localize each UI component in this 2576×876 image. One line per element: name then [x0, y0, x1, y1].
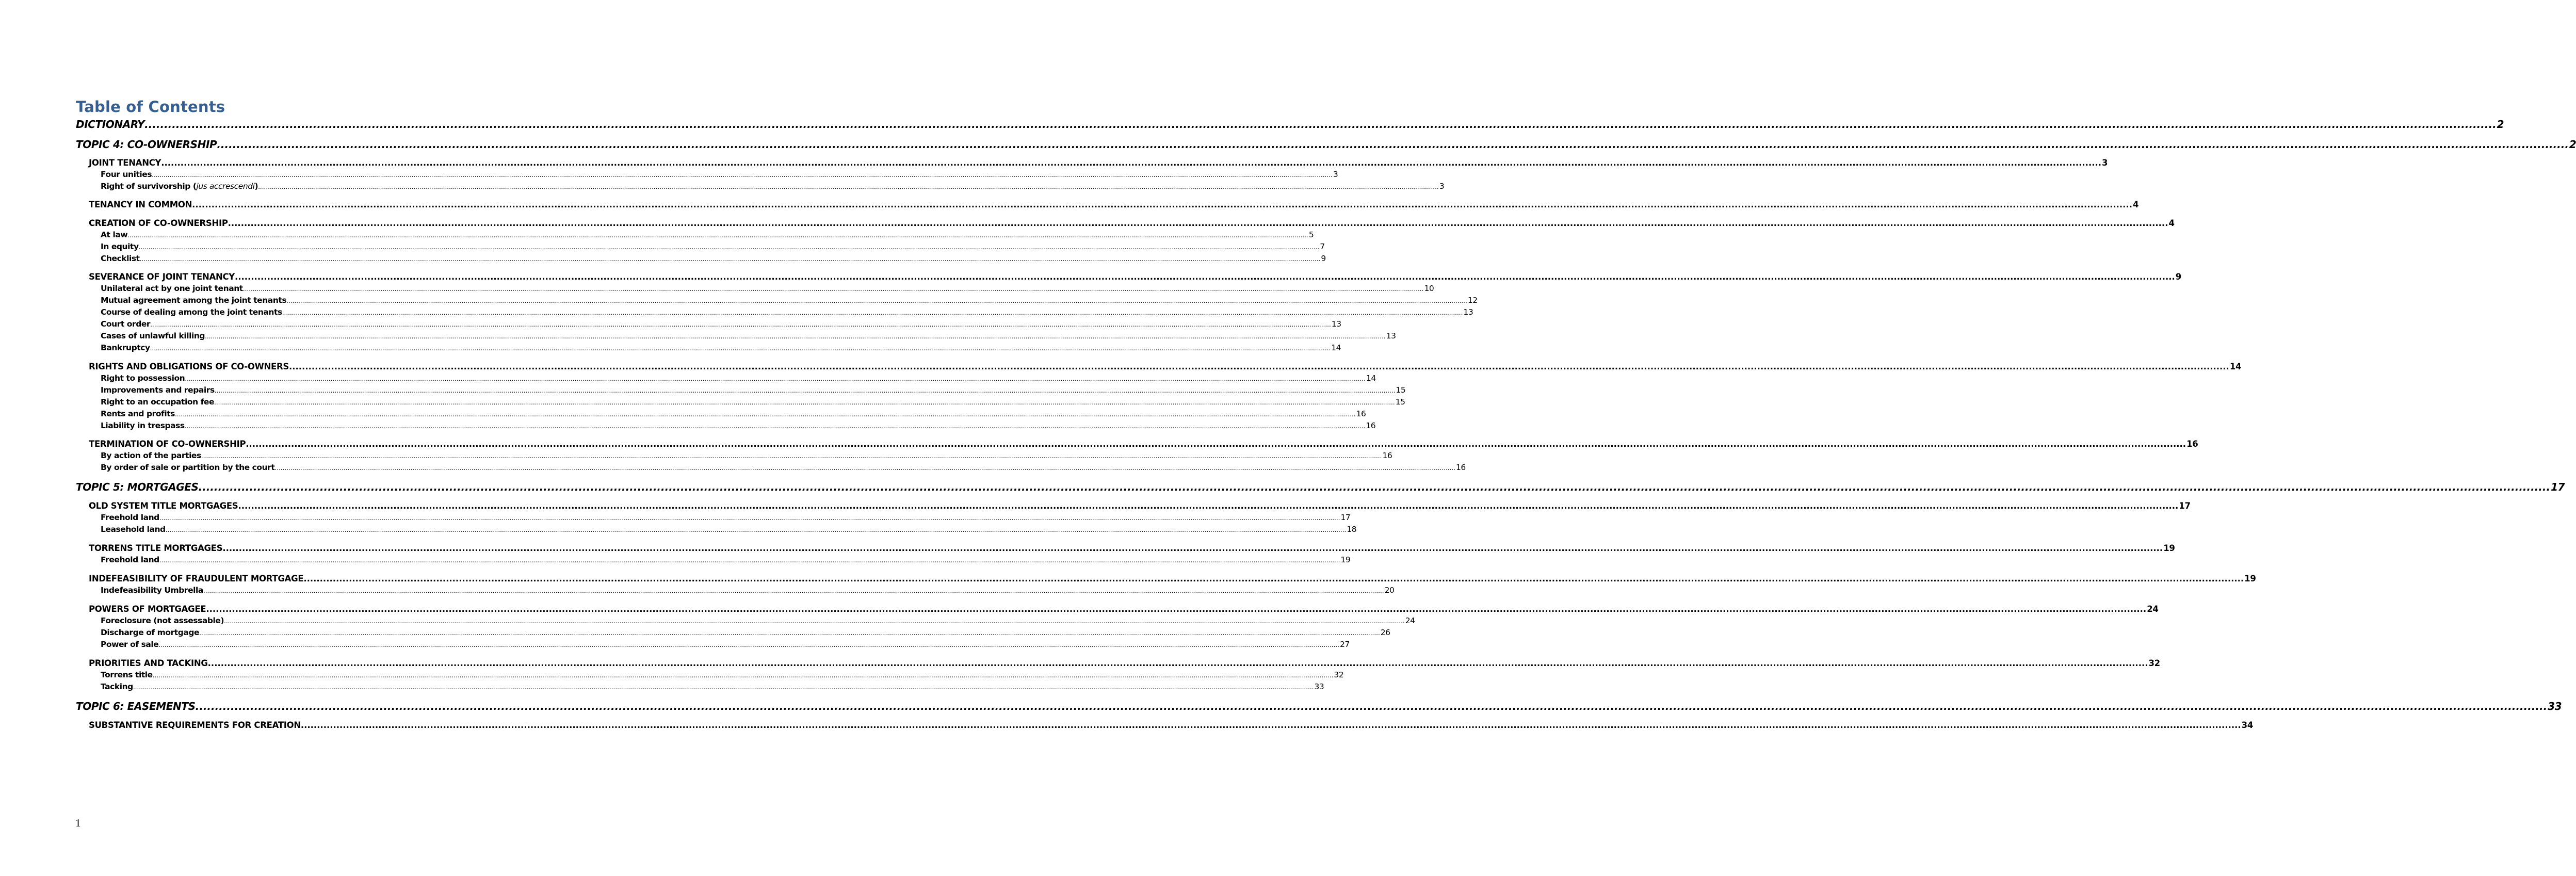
toc-dot-leader: ........................................................................................................................................................................................................................................................................................................................................................................................................................................................................................................................................................................................................................	[198, 481, 2551, 493]
toc-entry-page-number: 26	[1380, 628, 1390, 637]
toc-dot-leader: ........................................................................................................................................................................................................................................................................................................................................................................................................................................................................................................................................................................................................................	[199, 629, 1380, 637]
toc-entry-label: By action of the parties	[101, 451, 201, 460]
toc-entry-level-3[interactable]	[101, 640, 1350, 649]
toc-entry-level-3[interactable]	[101, 397, 1405, 407]
toc-entry-page-number: 17	[2551, 481, 2565, 493]
toc-entry-page-number: 34	[2241, 720, 2254, 730]
toc-entry-level-3[interactable]	[101, 451, 1392, 460]
toc-dot-leader: ........................................................................................................................................................................................................................................................................................................................................................................................................................................................................................................................................................................................................................	[203, 587, 1384, 594]
toc-entry-label: TORRENS TITLE MORTGAGES	[89, 543, 223, 553]
toc-entry-label: Right to possession	[101, 374, 185, 383]
toc-entry-page-number: 4	[2168, 218, 2175, 228]
toc-entry-label: POWERS OF MORTGAGEE	[89, 604, 206, 614]
toc-entry-label: Right to an occupation fee	[101, 397, 215, 407]
toc-entry-label: TOPIC 5: MORTGAGES	[76, 481, 199, 493]
toc-entry-page-number: 10	[1424, 284, 1434, 293]
toc-dot-leader: ........................................................................................................................................................................................................................................................................................................................................................................................................................................................................................................................................................................................................................	[214, 399, 1395, 406]
toc-entry-label	[101, 182, 258, 191]
toc-dot-leader: ........................................................................................................................................................................................................................................................................................................................................................................................................................................................................................................................................................................................................................	[138, 244, 1320, 251]
toc-entry-level-2[interactable]	[89, 543, 2175, 553]
toc-entry-level-3[interactable]	[101, 230, 1314, 239]
toc-entry-page-number: 12	[1467, 296, 1478, 305]
toc-dot-leader: ........................................................................................................................................................................................................................................................................................................................................................................................................................................................................................................................................................................................................................	[152, 672, 1334, 679]
toc-dot-leader: ........................................................................................................................................................................................................................................................................................................................................................................................................................................................................................................................................................................................................................	[158, 641, 1340, 648]
toc-entry-page-number: 3	[1439, 182, 1445, 191]
toc-entry-page-number: 24	[1405, 616, 1415, 625]
toc-entry-label-part: )	[254, 182, 258, 191]
toc-dot-leader: ........................................................................................................................................................................................................................................................................................................................................................................................................................................................................................................................................................................................................................	[165, 526, 1347, 533]
toc-dot-leader: ........................................................................................................................................................................................................................................................................................................................................................................................................................................................................................................................................................................................................................	[258, 183, 1439, 190]
toc-entry-level-2[interactable]	[89, 362, 2242, 371]
toc-entry-label: Torrens title	[101, 670, 153, 679]
toc-dot-leader: ........................................................................................................................................................................................................................................................................................................................................................................................................................................................................................................................................................................................................................	[159, 557, 1340, 564]
toc-entry-label: Rents and profits	[101, 409, 175, 418]
toc-entry-label: SEVERANCE OF JOINT TENANCY	[89, 272, 235, 282]
toc-entry-level-3[interactable]	[101, 421, 1376, 430]
toc-entry-level-2[interactable]	[89, 658, 2160, 668]
toc-entry-level-3[interactable]	[101, 555, 1351, 564]
toc-dot-leader: ........................................................................................................................................................................................................................................................................................................................................................................................................................................................................................................................................................................................................................	[195, 700, 2548, 712]
toc-dot-leader: ........................................................................................................................................................................................................................................................................................................................................................................................................................................................................................................................................................................................................................	[201, 452, 1382, 460]
toc-dot-leader: ........................................................................................................................................................................................................................................................................................................................................................................................................................................................................................................................................................................................................................	[139, 255, 1321, 263]
toc-entry-page-number: 15	[1396, 385, 1406, 395]
toc-dot-leader: ........................................................................................................................................................................................................................................................................................................................................................................................................................................................................................................................................................................................................................	[206, 604, 2147, 614]
toc-dot-leader: ........................................................................................................................................................................................................................................................................................................................................................................................................................................................................................................................................................................................................................	[288, 362, 2229, 371]
toc-entry-level-3[interactable]	[101, 513, 1351, 522]
toc-entry-label: DICTIONARY	[76, 118, 145, 131]
toc-dot-leader: ........................................................................................................................................................................................................................................................................................................................................................................................................................................................................................................................................................................................................................	[222, 543, 2163, 553]
toc-entry-label: TOPIC 4: CO-OWNERSHIP	[76, 138, 217, 151]
toc-entry-page-number: 32	[2148, 658, 2160, 668]
toc-entry-label: Freehold land	[101, 513, 159, 522]
toc-entry-level-3[interactable]	[101, 616, 1415, 625]
toc-entry-page-number: 16	[1382, 451, 1392, 460]
toc-entry-level-1[interactable]	[76, 481, 2565, 493]
toc-entry-level-2[interactable]	[89, 158, 2108, 168]
toc-entry-label: In equity	[101, 242, 139, 251]
toc-entry-level-2[interactable]	[89, 574, 2256, 583]
toc-entry-level-3[interactable]	[101, 284, 1434, 293]
toc-entry-page-number: 14	[1331, 343, 1341, 352]
page-number: 1	[75, 817, 81, 829]
toc-entry-level-1[interactable]	[76, 700, 2562, 712]
toc-entry-page-number: 4	[2132, 200, 2139, 209]
toc-dot-leader: ........................................................................................................................................................................................................................................................................................................................................................................................................................................................................................................................................................................................................................	[214, 387, 1396, 394]
toc-entry-label: At law	[101, 230, 128, 239]
toc-entry-level-3[interactable]	[101, 296, 1478, 305]
toc-entry-label: Discharge of mortgage	[101, 628, 200, 637]
toc-dot-leader: ........................................................................................................................................................................................................................................................................................................................................................................................................................................................................................................................................................................................................................	[246, 439, 2186, 449]
toc-dot-leader: ........................................................................................................................................................................................................................................................................................................................................................................................................................................................................................................................................................................................................................	[282, 309, 1463, 316]
toc-entry-label-italic: jus accrescendi	[196, 182, 255, 191]
toc-entry-level-3[interactable]	[101, 242, 1325, 251]
toc-entry-page-number: 13	[1463, 307, 1473, 317]
toc-entry-level-2[interactable]	[89, 272, 2181, 282]
toc-dot-leader: ........................................................................................................................................................................................................................................................................................................................................................................................................................................................................................................................................................................................................................	[228, 218, 2168, 228]
toc-entry-page-number: 16	[1356, 409, 1366, 418]
toc-entry-level-1[interactable]	[76, 138, 2576, 151]
toc-entry-label: Freehold land	[101, 555, 159, 564]
toc-entry-page-number: 33	[2548, 700, 2562, 712]
toc-entry-page-number: 7	[1320, 242, 1325, 251]
toc-entry-label: TERMINATION OF CO-OWNERSHIP	[89, 439, 246, 449]
toc-entry-label: OLD SYSTEM TITLE MORTGAGES	[89, 501, 238, 511]
toc-entry-page-number: 18	[1347, 525, 1357, 534]
toc-entry-label-part: Right of survivorship (	[101, 182, 197, 191]
toc-dot-leader: ........................................................................................................................................................................................................................................................................................................................................................................................................................................................................................................................................................................................................................	[192, 200, 2132, 209]
toc-entry-label: CREATION OF CO-OWNERSHIP	[89, 218, 228, 228]
toc-entry-label: Mutual agreement among the joint tenants	[101, 296, 287, 305]
toc-entry-level-3[interactable]	[101, 628, 1390, 637]
toc-entry-page-number: 24	[2147, 604, 2159, 614]
toc-dot-leader: ........................................................................................................................................................................................................................................................................................................................................................................................................................................................................................................................................................................................................................	[150, 321, 1331, 328]
toc-entry-page-number: 3	[2102, 158, 2108, 168]
toc-entry-label: Indefeasibility Umbrella	[101, 586, 203, 595]
toc-entry-page-number: 14	[2229, 362, 2242, 371]
toc-entry-page-number: 16	[1456, 463, 1466, 472]
toc-entry-level-3[interactable]	[101, 374, 1376, 383]
toc-entry-page-number: 33	[1314, 682, 1324, 691]
toc-entry-label: INDEFEASIBILITY OF FRAUDULENT MORTGAGE	[89, 574, 304, 583]
toc-entry-page-number: 19	[1340, 555, 1351, 564]
toc-entry-level-2[interactable]	[89, 218, 2175, 228]
toc-entry-page-number: 17	[1340, 513, 1351, 522]
toc-entry-label: Course of dealing among the joint tenants	[101, 307, 282, 317]
toc-entry-page-number: 16	[2186, 439, 2198, 449]
toc-entry-level-3[interactable]	[101, 319, 1341, 329]
toc-dot-leader: ........................................................................................................................................................................................................................................................................................................................................................................................................................................................................................................................................................................................................................	[205, 333, 1386, 340]
toc-dot-leader: ........................................................................................................................................................................................................................................................................................................................................................................................................................................................................................................................................................................................................................	[127, 232, 1308, 239]
toc-title: Table of Contents	[76, 98, 225, 116]
toc-entry-page-number: 5	[1308, 230, 1314, 239]
toc-entry-label: PRIORITIES AND TACKING	[89, 658, 208, 668]
toc-entry-label: Liability in trespass	[101, 421, 185, 430]
toc-entry-level-2[interactable]	[89, 200, 2139, 209]
toc-dot-leader: ........................................................................................................................................................................................................................................................................................................................................................................................................................................................................................................................................................................................................................	[184, 423, 1366, 430]
toc-dot-leader: ........................................................................................................................................................................................................................................................................................................................................................................................................................................................................................................................................................................................................................	[300, 720, 2241, 730]
toc-entry-page-number: 2	[2569, 138, 2576, 151]
toc-dot-leader: ........................................................................................................................................................................................................................................................................................................................................................................................................................................................................................................................................................................................................................	[144, 118, 2497, 131]
toc-dot-leader: ........................................................................................................................................................................................................................................................................................................................................................................................................................................................................................................................................................................................................................	[152, 171, 1333, 179]
toc-entry-level-3[interactable]	[101, 331, 1396, 340]
toc-entry-label: Unilateral act by one joint tenant	[101, 284, 243, 293]
toc-entry-page-number: 2	[2497, 118, 2504, 131]
toc-entry-page-number: 13	[1386, 331, 1396, 340]
toc-entry-page-number: 17	[2179, 501, 2191, 511]
toc-dot-leader: ........................................................................................................................................................................................................................................................................................................................................................................................................................................................................................................................................................................................................................	[185, 375, 1366, 382]
toc-entry-label: Bankruptcy	[101, 343, 150, 352]
toc-entry-label: Four unities	[101, 170, 152, 179]
toc-entry-level-3[interactable]	[101, 670, 1344, 679]
toc-dot-leader: ........................................................................................................................................................................................................................................................................................................................................................................................................................................................................................................................................................................................................................	[286, 297, 1467, 304]
toc-entry-page-number: 15	[1395, 397, 1405, 407]
toc-entry-label: By order of sale or partition by the court	[101, 463, 275, 472]
toc-dot-leader: ........................................................................................................................................................................................................................................................................................................................................................................................................................................................................................................................................................................................................................	[161, 158, 2102, 168]
toc-entry-page-number: 3	[1333, 170, 1338, 179]
toc-entry-page-number: 19	[2163, 543, 2175, 553]
toc-entry-page-number: 13	[1331, 319, 1341, 329]
toc-entry-label: JOINT TENANCY	[89, 158, 161, 168]
toc-dot-leader: ........................................................................................................................................................................................................................................................................................................................................................................................................................................................................................................................................................................................................................	[242, 285, 1424, 293]
toc-entry-level-3[interactable]	[101, 525, 1357, 534]
toc-dot-leader: ........................................................................................................................................................................................................................................................................................................................................................................................................................................................................................................................................................................................................................	[303, 574, 2244, 583]
toc-entry-level-1[interactable]	[76, 118, 2504, 131]
toc-entry-level-3[interactable]	[101, 463, 1466, 472]
toc-entry-level-3[interactable]	[101, 307, 1473, 317]
toc-entry-label: Tacking	[101, 682, 133, 691]
toc-entry-page-number: 20	[1384, 586, 1395, 595]
toc-entry-label: Leasehold land	[101, 525, 166, 534]
toc-entry-label: Court order	[101, 319, 151, 329]
toc-entry-level-2[interactable]	[89, 604, 2159, 614]
toc-entry-level-3[interactable]	[101, 343, 1341, 352]
toc-dot-leader: ........................................................................................................................................................................................................................................................................................................................................................................................................................................................................................................................................................................................................................	[238, 501, 2179, 511]
toc-dot-leader: ........................................................................................................................................................................................................................................................................................................................................................................................................................................................................................................................................................................................................................	[133, 684, 1314, 691]
toc-entry-label: RIGHTS AND OBLIGATIONS OF CO-OWNERS	[89, 362, 289, 371]
toc-entry-page-number: 14	[1366, 374, 1376, 383]
toc-entry-level-3[interactable]	[101, 170, 1338, 179]
toc-entry-level-3[interactable]	[101, 586, 1395, 595]
toc-entry-label: Checklist	[101, 254, 140, 263]
toc-dot-leader: ........................................................................................................................................................................................................................................................................................................................................................................................................................................................................................................................................................................................................................	[174, 411, 1356, 418]
toc-entry-page-number: 27	[1340, 640, 1350, 649]
toc-dot-leader: ........................................................................................................................................................................................................................................................................................................................................................................................................................................................................................................................................................................................................................	[159, 514, 1340, 522]
toc-entry-label: Power of sale	[101, 640, 159, 649]
toc-entry-label: SUBSTANTIVE REQUIREMENTS FOR CREATION	[89, 720, 301, 730]
toc-entry-label: Cases of unlawful killing	[101, 331, 205, 340]
toc-entry-level-3[interactable]	[101, 409, 1366, 418]
toc-entry-page-number: 19	[2244, 574, 2256, 583]
toc-entry-label: TOPIC 6: EASEMENTS	[76, 700, 196, 712]
toc-dot-leader: ........................................................................................................................................................................................................................................................................................................................................................................................................................................................................................................................................................................................................................	[207, 658, 2148, 668]
toc-entry-label: Improvements and repairs	[101, 385, 215, 395]
toc-entry-level-2[interactable]	[89, 439, 2198, 449]
toc-entry-level-2[interactable]	[89, 501, 2191, 511]
toc-entry-page-number: 9	[1321, 254, 1326, 263]
toc-entry-level-3[interactable]	[101, 682, 1324, 691]
toc-entry-label: Foreclosure (not assessable)	[101, 616, 224, 625]
toc-entry-level-3[interactable]	[101, 385, 1406, 395]
toc-dot-leader: ........................................................................................................................................................................................................................................................................................................................................................................................................................................................................................................................................................................................................................	[217, 138, 2569, 151]
toc-dot-leader: ........................................................................................................................................................................................................................................................................................................................................................................................................................................................................................................................................................................................................................	[150, 345, 1331, 352]
toc-entry-page-number: 32	[1334, 670, 1344, 679]
toc-entry-page-number: 16	[1366, 421, 1376, 430]
toc-entry-label: TENANCY IN COMMON	[89, 200, 192, 209]
toc-entry-level-3[interactable]	[101, 182, 1445, 191]
toc-dot-leader: ........................................................................................................................................................................................................................................................................................................................................................................................................................................................................................................................................................................................................................	[224, 618, 1405, 625]
toc-entry-level-2[interactable]	[89, 720, 2254, 730]
toc-entry-level-3[interactable]	[101, 254, 1326, 263]
toc-dot-leader: ........................................................................................................................................................................................................................................................................................................................................................................................................................................................................................................................................................................................................................	[234, 272, 2175, 282]
toc-dot-leader: ........................................................................................................................................................................................................................................................................................................................................................................................................................................................................................................................................................................................................................	[274, 464, 1456, 472]
toc-entry-page-number: 9	[2175, 272, 2181, 282]
